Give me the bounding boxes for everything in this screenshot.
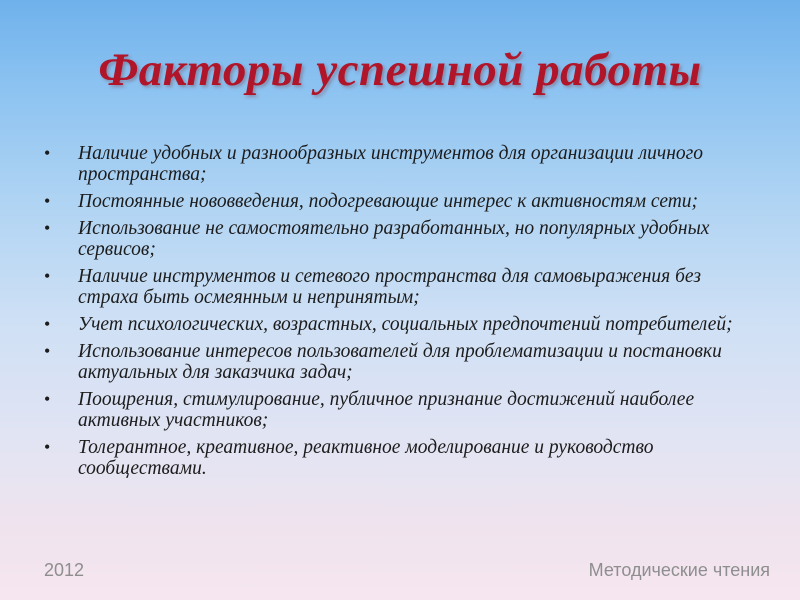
- bullet-icon: •: [44, 389, 51, 409]
- bullet-icon: •: [44, 143, 51, 163]
- list-item-text: Наличие инструментов и сетевого пространства для самовыражения без страха быть осмеянным и непринятым;: [78, 266, 701, 308]
- bullet-icon: •: [44, 341, 51, 361]
- list-item-text: Постоянные нововведения, подогревающие интерес к активностям сети;: [78, 191, 699, 212]
- list-item-text: Толерантное, креативное, реактивное моделирование и руководство сообществами.: [78, 437, 654, 479]
- list-item-text: Учет психологических, возрастных, социальных предпочтений потребителей;: [78, 314, 733, 335]
- list-item: [40, 389, 750, 431]
- bullet-icon: •: [44, 437, 51, 457]
- footer-year: 2012: [44, 560, 85, 580]
- list-item-text: Наличие удобных и разнообразных инструментов для организации личного пространства;: [78, 143, 703, 185]
- bullet-icon: •: [44, 191, 51, 211]
- list-item-text: Поощрения, стимулирование, публичное признание достижений наиболее активных участников;: [78, 389, 695, 431]
- footer-event: Методические чтения: [588, 560, 770, 580]
- list-item: [40, 341, 750, 383]
- list-item: [40, 191, 750, 212]
- bullet-icon: •: [44, 266, 51, 286]
- list-item: [40, 143, 750, 185]
- list-item: [40, 437, 750, 479]
- list-item-text: Использование интересов пользователей для проблематизации и постановки актуальных для заказчика задач;: [78, 341, 722, 383]
- slide-title: Факторы успешной работы: [98, 44, 702, 96]
- list-item: [40, 266, 750, 308]
- list-item: [40, 314, 750, 335]
- list-item: [40, 218, 750, 260]
- bullet-icon: •: [44, 218, 51, 238]
- bullet-list: [40, 143, 750, 485]
- list-item-text: Использование не самостоятельно разработанных, но популярных удобных сервисов;: [78, 218, 710, 260]
- bullet-icon: •: [44, 314, 51, 334]
